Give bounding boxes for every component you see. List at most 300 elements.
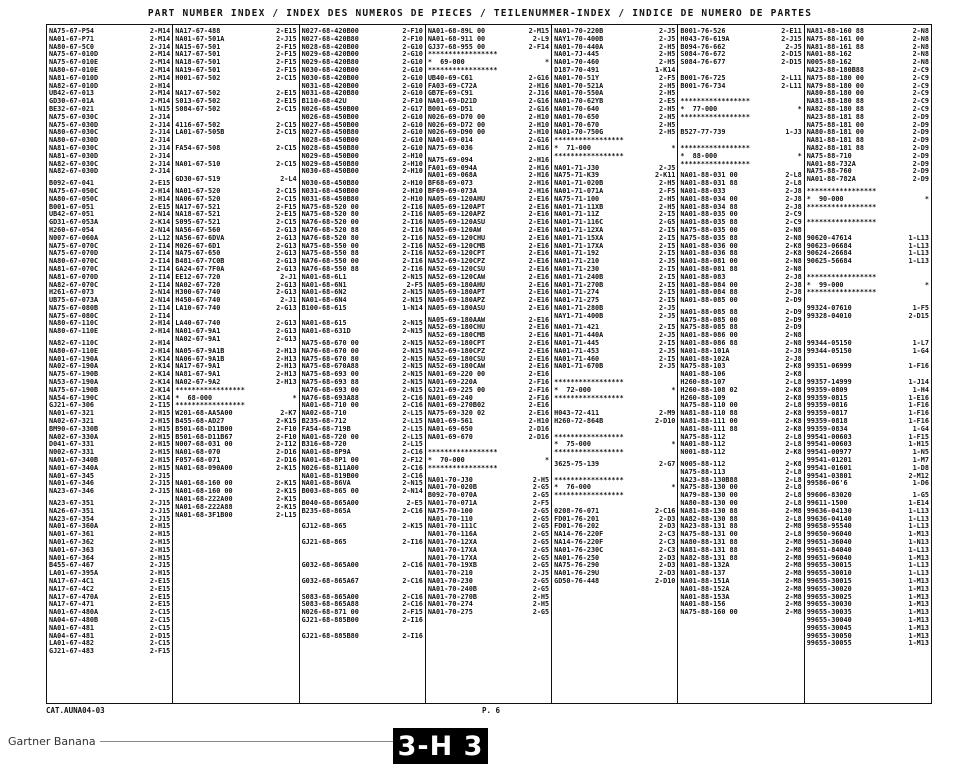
- figure-location: 2-K8: [785, 410, 802, 418]
- index-row: [302, 387, 423, 395]
- parts-index-table: [46, 24, 932, 704]
- figure-location: 2-J8: [785, 195, 802, 203]
- figure-location: 1-F16: [908, 363, 929, 371]
- figure-location: 2-H14: [149, 320, 171, 328]
- index-row: [680, 44, 801, 52]
- index-row: [807, 211, 929, 219]
- figure-location: 2-I16: [402, 242, 423, 250]
- page-number: P. 6: [482, 706, 501, 715]
- part-number: [807, 356, 811, 364]
- figure-location: 2-N14: [402, 488, 423, 496]
- part-number: NAY1-70-400B: [554, 35, 604, 43]
- index-row: [175, 328, 296, 336]
- figure-location: [927, 204, 929, 212]
- index-row: [807, 640, 929, 648]
- part-number: NA01-68-6N1: [301, 281, 347, 289]
- part-number: NA75-68-670 80: [301, 355, 359, 363]
- index-row: [554, 324, 675, 332]
- index-row: [807, 51, 929, 59]
- index-row: [49, 227, 170, 235]
- part-number: NA01-68-89L 00: [427, 28, 486, 35]
- part-number: 99655-30030: [806, 601, 852, 609]
- part-number: NA80-67-110E: [49, 328, 99, 336]
- part-number: NA01-88-152A: [680, 585, 730, 593]
- index-row: [554, 547, 675, 555]
- figure-location: 2-H14: [149, 195, 171, 203]
- part-number: *****************: [680, 113, 750, 121]
- index-row: [554, 313, 675, 321]
- part-number: NA01-71-116C: [554, 219, 604, 227]
- index-row: [175, 297, 296, 305]
- index-row: [302, 114, 423, 122]
- index-row: [175, 320, 296, 328]
- index-row: [302, 129, 423, 137]
- index-row: [302, 449, 423, 457]
- figure-location: 2-N15: [402, 273, 423, 281]
- figure-location: [927, 219, 929, 227]
- index-row: [680, 562, 801, 570]
- index-block: [175, 348, 296, 520]
- index-row: [554, 180, 675, 188]
- figure-location: [547, 465, 549, 473]
- figure-location: 2-G13: [276, 336, 297, 344]
- part-number: NA01-88-085 00: [680, 297, 738, 305]
- index-row: [302, 250, 423, 258]
- index-row: [680, 250, 801, 258]
- index-row: [302, 539, 423, 547]
- part-number: H261-67-073: [49, 289, 95, 297]
- index-row: [807, 67, 929, 75]
- figure-location: 2-D3: [659, 515, 676, 523]
- index-row: [807, 410, 929, 418]
- part-number: [175, 313, 179, 321]
- part-number: NA01-88-031 00: [680, 172, 738, 180]
- part-number: NA01-71-071A: [554, 187, 604, 195]
- part-number: NA01-88-137: [680, 570, 726, 578]
- part-number: NA75-88-085 88: [680, 324, 738, 332]
- figure-location: [421, 516, 423, 524]
- figure-location: 2-J8: [785, 347, 802, 355]
- index-row: [680, 211, 801, 219]
- index-row: [175, 67, 296, 75]
- part-number: NA82-88-131 88: [680, 554, 738, 562]
- figure-location: 2-K8: [785, 449, 802, 457]
- figure-location: 2-J16: [528, 90, 550, 98]
- figure-location: [927, 371, 929, 379]
- part-number: 99541-00603: [806, 441, 852, 449]
- index-block: [302, 340, 423, 496]
- figure-location: 2-E16: [528, 347, 550, 355]
- figure-location: 2-K8: [785, 394, 802, 402]
- part-number: NA01-70-62YB: [554, 98, 604, 106]
- part-number: 99357-14999: [806, 379, 852, 387]
- figure-location: [800, 145, 802, 153]
- figure-location: 2-N14: [149, 211, 171, 219]
- figure-location: 2-H5: [659, 59, 676, 67]
- figure-location: 2-I5: [659, 289, 676, 297]
- index-row: [428, 340, 549, 348]
- figure-location: 1-M13: [908, 585, 929, 593]
- figure-location: 2-H16: [528, 172, 550, 180]
- index-row: [554, 492, 675, 500]
- figure-location: 2-E16: [528, 219, 550, 227]
- figure-location: 2-M14: [149, 51, 171, 59]
- figure-location: 2-I5: [659, 297, 676, 305]
- figure-location: 2-H5: [659, 203, 676, 211]
- figure-location: 2-M8: [785, 577, 802, 585]
- figure-location: 2-G13: [276, 265, 297, 273]
- index-row: [175, 387, 296, 395]
- figure-location: 2-C9: [785, 211, 802, 219]
- index-row: [175, 379, 296, 387]
- figure-location: 2-E16: [528, 265, 550, 273]
- index-row: [49, 59, 170, 67]
- index-row: [680, 51, 801, 59]
- part-number: NA01-70-17XA: [427, 554, 477, 562]
- part-number: N027-68-450B00: [301, 121, 359, 129]
- figure-location: [673, 449, 675, 457]
- figure-location: 2-M14: [149, 28, 171, 35]
- index-row: [49, 122, 170, 130]
- part-number: NA75-88-131 00: [680, 531, 738, 539]
- figure-location: 2-D15: [908, 312, 929, 320]
- figure-location: 2-M9: [659, 410, 676, 418]
- part-number: NA17-67-470A: [49, 593, 99, 601]
- index-row: [428, 67, 549, 75]
- index-row: [49, 480, 170, 488]
- index-row: [554, 258, 675, 266]
- figure-location: 2-J15: [149, 488, 171, 496]
- figure-location: 2-K8: [785, 461, 802, 469]
- part-number: 99655-30015: [806, 577, 852, 585]
- index-row: [302, 44, 423, 52]
- index-row: [807, 480, 929, 488]
- figure-location: 2-E15: [149, 601, 171, 609]
- part-number: NA75-68-520 00: [301, 203, 359, 211]
- index-row: [428, 227, 549, 235]
- part-number: NA01-70-J30: [427, 476, 473, 484]
- index-block: [680, 309, 801, 457]
- index-row: [680, 434, 801, 442]
- index-row: [554, 539, 675, 547]
- part-number: NA81-67-010D: [49, 74, 99, 82]
- figure-location: 2-H10: [528, 113, 550, 121]
- part-number: NA05-67-9A1B: [175, 347, 225, 355]
- index-row: [302, 59, 423, 67]
- index-row: [175, 426, 296, 434]
- part-number: H043-76-619A: [680, 35, 730, 43]
- part-number: B100-68-615: [301, 304, 347, 312]
- part-number: NA01-67-340B: [49, 457, 99, 465]
- figure-location: 2-N14: [149, 226, 171, 234]
- figure-location: 2-J14: [149, 113, 171, 121]
- figure-location: 2-L15: [402, 425, 423, 433]
- index-row: [49, 648, 170, 656]
- index-row: [49, 196, 170, 204]
- part-number: S095-67-521: [175, 219, 221, 227]
- figure-location: 2-L8: [785, 500, 802, 508]
- figure-location: 2-H13: [276, 355, 297, 363]
- index-row: [680, 243, 801, 251]
- index-row: [175, 36, 296, 44]
- figure-location: 2-H5: [659, 121, 676, 129]
- part-number: NA01-76-250: [554, 554, 600, 562]
- part-number: NA01-70-110: [427, 515, 473, 523]
- index-row: [175, 227, 296, 235]
- part-number: NA01-67-340A: [49, 464, 99, 472]
- figure-location: 2-G16: [528, 74, 550, 82]
- part-number: NA75-68-693 00: [301, 371, 359, 379]
- figure-location: 2-H15: [149, 531, 171, 539]
- index-row: [680, 340, 801, 348]
- figure-location: [421, 555, 423, 563]
- index-row: [807, 219, 929, 227]
- index-row: [49, 609, 170, 617]
- figure-location: 2-K14: [149, 371, 171, 379]
- part-number: N028-68-450B80: [301, 144, 359, 152]
- index-row: [175, 274, 296, 282]
- figure-location: 2-M8: [785, 562, 802, 570]
- part-number: NA75-67-650: [175, 250, 221, 258]
- figure-location: 2-G10: [402, 144, 423, 152]
- figure-location: 2-D9: [912, 168, 929, 176]
- index-row: [49, 586, 170, 594]
- figure-location: [927, 188, 929, 196]
- index-row: [49, 633, 170, 641]
- figure-location: 2-C9: [785, 219, 802, 227]
- index-row: [680, 547, 801, 555]
- figure-location: 2-E16: [528, 304, 550, 312]
- index-row: [807, 196, 929, 204]
- figure-location: 1-H4: [912, 386, 929, 394]
- figure-location: 2-F5: [406, 281, 423, 289]
- part-number: B092-70-070A: [427, 492, 477, 500]
- part-number: NA01-88-084 88: [680, 289, 738, 297]
- figure-location: 2-G16: [528, 137, 550, 145]
- figure-location: 2-H14: [149, 328, 171, 336]
- index-row: [680, 309, 801, 317]
- figure-location: 2-N8: [785, 265, 802, 273]
- figure-location: [800, 90, 802, 98]
- figure-location: 2-G17: [402, 105, 423, 113]
- figure-location: [927, 328, 929, 336]
- figure-location: 2-M15: [528, 28, 550, 35]
- part-number: S084-76-677: [680, 59, 726, 67]
- figure-location: 2-C16: [402, 562, 423, 570]
- part-number: B001-76-725: [680, 74, 726, 82]
- figure-location: 2-I5: [659, 324, 676, 332]
- figure-location: 2-F14: [528, 43, 550, 51]
- index-row: [49, 340, 170, 348]
- part-number: EE12-67-720: [175, 273, 221, 281]
- figure-location: 2-F12: [402, 457, 423, 465]
- index-row: [807, 98, 929, 106]
- figure-location: [927, 320, 929, 328]
- index-row: [175, 188, 296, 196]
- part-number: D187-70-491: [554, 66, 600, 74]
- part-number: *****************: [427, 449, 498, 457]
- figure-location: 2-M8: [785, 570, 802, 578]
- figure-location: 2-G5: [532, 546, 550, 554]
- figure-location: 2-I14: [149, 281, 171, 289]
- index-row: [807, 625, 929, 633]
- index-row: [428, 324, 549, 332]
- part-number: N030-68-420B00: [301, 66, 359, 74]
- part-number: NA01-70-12XA: [427, 539, 477, 546]
- index-row: [554, 340, 675, 348]
- figure-location: 2-L8: [785, 476, 802, 484]
- index-row: [554, 129, 675, 137]
- figure-location: 2-H15: [149, 433, 171, 441]
- part-number: NA02-67-330A: [49, 433, 99, 441]
- part-number: NA01-70-17XA: [427, 546, 477, 554]
- index-row: [807, 547, 929, 555]
- part-number: NA01-71-670B: [554, 363, 604, 371]
- index-row: [302, 363, 423, 371]
- index-row: [428, 196, 549, 204]
- index-row: [49, 282, 170, 290]
- part-number: NA26-67-351: [49, 507, 95, 515]
- index-row: [807, 500, 929, 508]
- figure-location: 2-D9: [785, 297, 802, 305]
- part-number: NA76-68-520 88: [301, 226, 359, 234]
- index-row: [428, 609, 549, 617]
- index-row: [680, 122, 801, 130]
- part-number: NA01-68-090A00: [175, 464, 233, 472]
- figure-location: *: [545, 59, 550, 67]
- figure-location: 2-H15: [149, 554, 171, 562]
- figure-location: 2-I12: [276, 441, 297, 449]
- figure-location: 2-E15: [149, 593, 171, 601]
- index-row: [554, 153, 675, 161]
- index-row: [175, 473, 296, 481]
- figure-location: 2-E15: [276, 98, 297, 106]
- figure-location: 2-L8: [785, 172, 802, 180]
- part-number: NA02-67-9A1: [175, 336, 221, 344]
- part-number: * 88-000: [680, 152, 718, 160]
- index-row: [680, 180, 801, 188]
- index-row: [49, 356, 170, 364]
- index-row: [302, 28, 423, 36]
- part-number: S084-76-672: [680, 51, 726, 59]
- part-number: GD30-67-519: [175, 176, 221, 184]
- index-row: [302, 219, 423, 227]
- figure-location: 2-I16: [402, 219, 423, 227]
- index-row: [175, 28, 296, 36]
- figure-location: 2-H13: [276, 347, 297, 355]
- part-number: NA75-67-050C: [49, 187, 99, 195]
- divider: [100, 741, 400, 742]
- index-row: [807, 227, 929, 235]
- figure-location: 2-F5: [659, 187, 676, 195]
- part-number: UB42-67-051: [49, 211, 95, 219]
- part-number: NA01-71-440A: [554, 332, 604, 340]
- index-row: [554, 36, 675, 44]
- index-row: [680, 75, 801, 83]
- index-row: [175, 83, 296, 91]
- figure-location: 2-L8: [785, 468, 802, 476]
- part-number: NA01-88-036 88: [680, 250, 738, 258]
- index-row: [807, 282, 929, 290]
- figure-location: [547, 51, 549, 59]
- figure-location: 2-I16: [402, 616, 423, 624]
- index-row: [302, 282, 423, 290]
- index-row: [175, 363, 296, 371]
- figure-location: 2-F16: [528, 379, 550, 387]
- index-row: [680, 59, 801, 67]
- index-row: [807, 348, 929, 356]
- index-row: [302, 313, 423, 321]
- part-number: FA54-68-719B: [301, 425, 351, 433]
- index-row: [302, 145, 423, 153]
- figure-location: 2-J5: [659, 363, 676, 371]
- part-number: NA01-70-111C: [427, 523, 477, 531]
- index-row: [428, 51, 549, 59]
- figure-location: 2-K8: [785, 418, 802, 426]
- index-row: [175, 122, 296, 130]
- figure-location: [673, 492, 675, 500]
- part-number: *****************: [427, 51, 498, 59]
- index-row: [49, 379, 170, 387]
- figure-location: 1-L13: [908, 546, 929, 554]
- index-row: [302, 83, 423, 91]
- figure-location: 1-M13: [908, 577, 929, 585]
- figure-location: 2-M12: [908, 472, 929, 480]
- index-row: [428, 418, 549, 426]
- index-row: [49, 387, 170, 395]
- figure-location: 2-H5: [532, 476, 550, 484]
- part-number: NA01-88-086 00: [680, 332, 738, 340]
- figure-location: *: [671, 144, 676, 152]
- part-number: NA52-69-180CPT: [427, 340, 486, 348]
- figure-location: 2-I16: [402, 226, 423, 234]
- index-row: [807, 83, 929, 91]
- figure-location: *: [292, 394, 297, 402]
- figure-location: 2-H5: [659, 113, 676, 121]
- part-number: NA01-67-362: [49, 539, 95, 546]
- figure-location: 2-C15: [276, 121, 297, 129]
- figure-location: 2-H13: [276, 363, 297, 371]
- part-number: 99655-30055: [806, 640, 852, 648]
- index-row: [680, 609, 801, 617]
- index-row: [49, 410, 170, 418]
- part-number: NA01-88-156: [680, 601, 726, 609]
- part-number: NA01-68-8P1 00: [301, 457, 359, 465]
- index-row: [302, 258, 423, 266]
- part-number: NA01-70-210: [427, 570, 473, 578]
- figure-location: 2-F15: [276, 203, 297, 211]
- index-row: [428, 578, 549, 586]
- index-row: [554, 555, 675, 563]
- figure-location: 2-L8: [785, 433, 802, 441]
- index-row: [554, 188, 675, 196]
- index-row: [554, 106, 675, 114]
- part-number: N029-68-450B00: [301, 152, 359, 160]
- index-row: [428, 157, 549, 165]
- part-number: NA81-67-070C: [49, 265, 99, 273]
- index-row: [807, 609, 929, 617]
- part-number: NA80-67-030C: [49, 129, 99, 137]
- part-number: GD50-76-448: [554, 577, 600, 585]
- part-number: LA01-67-482: [49, 640, 95, 648]
- part-number: NA75-68-520 80: [301, 211, 359, 219]
- part-number: NA81-88-111 00: [680, 418, 738, 426]
- figure-location: 2-M8: [785, 601, 802, 609]
- figure-location: [673, 137, 675, 145]
- part-number: NA75-88-760: [806, 168, 852, 176]
- index-row: [175, 243, 296, 251]
- figure-location: 2-N15: [402, 297, 423, 305]
